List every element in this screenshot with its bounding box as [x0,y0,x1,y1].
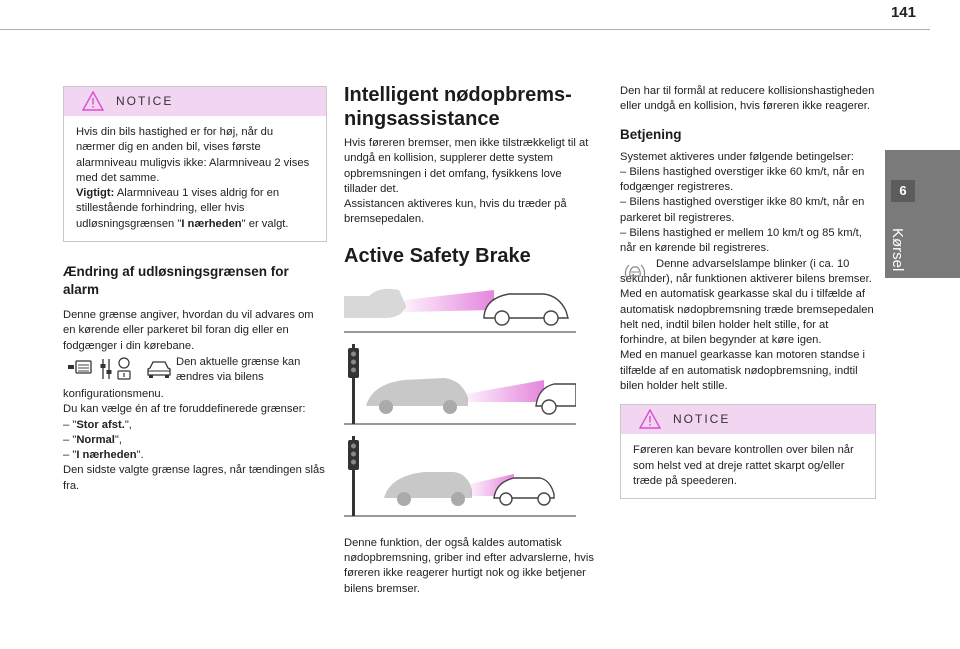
intelligent-body: Hvis føreren bremser, men ikke tilstrækkeligt til at undgå en kollision, supplerer dette system opbremsningen i det omfang, fysikkens love tillader det. [344,137,589,195]
notice-text: Hvis din bils hastighed er for høj, når du nærmer dig en anden bil, vises første alarmniveau muligvis ikke: Alarmniveau 2 vises med det samme. Vigtigt: Alarmniveau 1 vises aldrig for en stillestående forhindring, eller hvis udløsningsgrænsen "I nærheden" er valgt. [76,126,310,230]
threshold-choose-text: Du kan vælge én af tre foruddefinerede grænser: [63,403,306,416]
display-icon [67,359,93,375]
threshold-footer: Den sidste valgte grænse lagres, når tændingen slås fra. [63,464,325,492]
scene-parked-car [344,289,576,332]
threshold-option: – "I nærheden". [63,449,144,462]
threshold-option: – "Stor afst.", [63,418,132,431]
chapter-label: Kørsel [889,228,906,272]
col3-intro: Den har til formål at reducere kollisionshastigheden eller undgå en kollision, hvis føreren ikke reagerer. [620,85,875,113]
warning-triangle-icon [639,409,661,429]
scene-moving-car [344,344,576,424]
condition-item: – Bilens hastighed overstiger ikke 80 km/t, når en parkeret bil registreres. [620,196,865,224]
threshold-intro: Denne grænse angiver, hvordan du vil advares om en kørende eller parkeret bil foran dig eller en fodgænger i din kørebane. [63,309,314,352]
notice-box-2 [620,404,876,499]
column-1 [63,86,327,494]
chapter-number: 6 [891,180,915,202]
condition-item: – Bilens hastighed overstiger ikke 60 km/t, når en fodgænger registreres. [620,165,865,194]
asb-caption: Denne funktion, der også kaldes automatisk nødopbremsning, griber ind efter advarslerne, hvis føreren ikke reagerer hurtigt nok og ikke betjener bilens bremser. [344,536,594,595]
manual-gearbox-text: Med en manuel gearkasse kan motoren standse i tilfælde af en automatisk nødopbremsning, indtil bilen holder helt stille. [620,349,866,393]
column-2 [344,83,594,597]
vehicle-settings-icon [99,356,133,382]
page-number: 141 [890,4,916,21]
warning-triangle-icon [82,91,104,111]
scene-pedestrian [344,436,576,516]
section-title-asb: Active Safety Brake [344,244,531,267]
auto-gearbox-text: Med en automatisk gearkasse skal du i tilfælde af automatisk nødopbremsning træde bremsepedalen helt ned, indtil bilen holder helt stille, for at forhindre, at bilen begynder at køre igen. [620,288,874,347]
intelligent-body-2: Assistancen aktiveres kun, hvis du træder på bremsepedalen. [344,198,567,226]
conditions-intro: Systemet aktiveres under følgende betingelser: [620,150,854,163]
column-3 [620,84,878,499]
threshold-option: – "Normal", [63,433,122,446]
top-rule [0,29,930,30]
notice-box-1 [63,86,327,242]
warning-lamp-icon [622,259,648,281]
collision-scenes-diagram [344,276,576,520]
lamp-text: Denne advarselslampe blinker (i ca. 10 sekunder), når funktionen aktiverer bilens bremser. [620,257,872,285]
condition-item: – Bilens hastighed er mellem 10 km/t og 85 km/t, når en kørende bil registreres. [620,227,862,255]
notice-title: NOTICE [673,412,731,427]
notice-title: NOTICE [116,94,174,108]
section-title-intelligent: Intelligent nødopbrems- ningsassistance [344,84,572,130]
section-title-operation: Betjening [620,126,682,142]
asb-illustration [344,276,576,520]
notice-text: Føreren kan bevare kontrollen over bilen når som helst ved at dreje rattet skarpt og/eller træde på speederen. [633,444,854,487]
threshold-menu-text: konfigurationsmenu. [63,387,164,400]
section-title-threshold: Ændring af udløsningsgrænsen for alarm [63,264,289,298]
threshold-icon-text: Den aktuelle grænse kan ændres via bilens [176,355,301,384]
car-front-icon [145,359,173,379]
